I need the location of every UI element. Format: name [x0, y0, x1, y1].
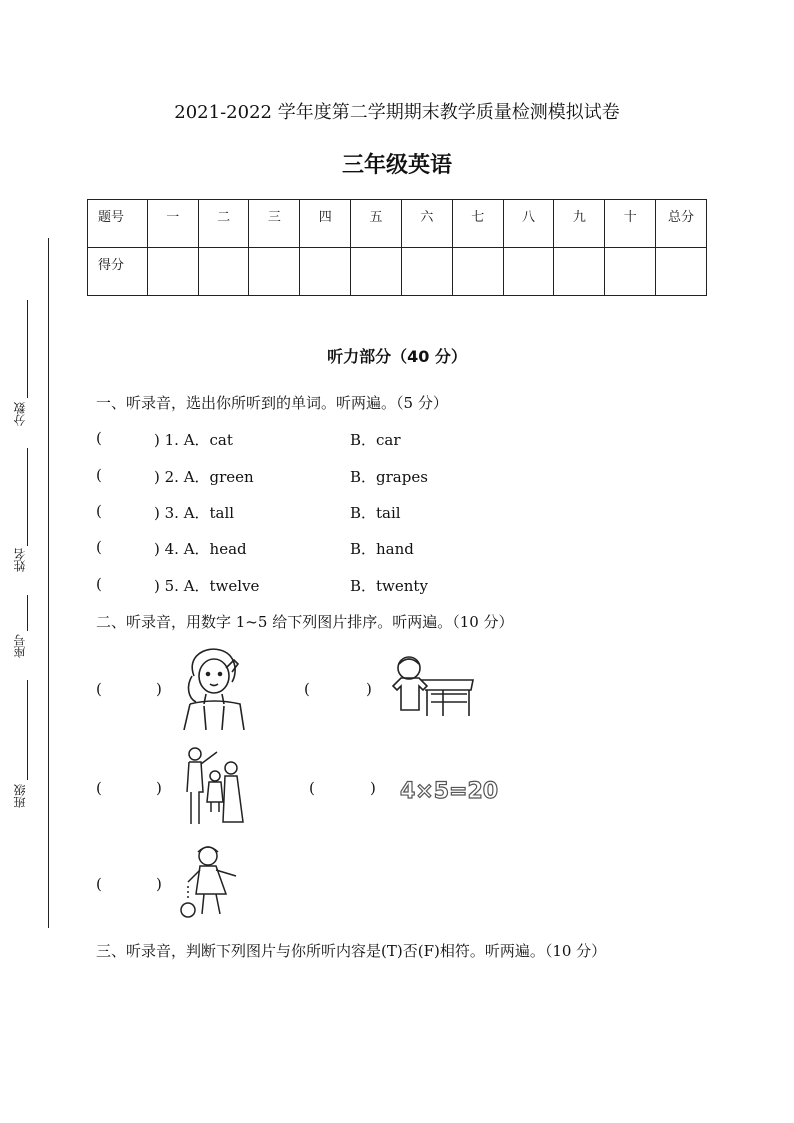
score-cell-header: 十	[605, 200, 656, 248]
exam-title: 2021-2022 学年度第二学期期末教学质量检测模拟试卷	[174, 102, 620, 123]
question-row	[96, 502, 696, 524]
question-text-a: ) 2. A．green	[154, 468, 254, 486]
score-row-label: 得分	[88, 248, 148, 296]
math-equation-picture	[398, 774, 498, 806]
option-b: B．grapes	[350, 468, 428, 486]
answer-paren-close: )	[366, 680, 372, 698]
score-cell-blank[interactable]	[656, 248, 707, 296]
score-cell-header: 二	[198, 200, 249, 248]
question-text-a: ) 4. A．head	[154, 540, 247, 558]
question-text-a: ) 5. A．twelve	[154, 577, 260, 595]
score-cell-blank[interactable]	[198, 248, 249, 296]
answer-paren-close: )	[156, 875, 162, 893]
score-cell-header: 八	[503, 200, 554, 248]
answer-paren-close: )	[370, 779, 376, 797]
score-table	[87, 199, 707, 296]
score-cell-header: 七	[452, 200, 503, 248]
answer-paren-close: )	[156, 779, 162, 797]
option-b: B．car	[350, 431, 401, 449]
question-row	[96, 575, 696, 597]
side-label-class: 班级	[13, 784, 27, 808]
score-cell-blank[interactable]	[300, 248, 351, 296]
answer-paren-open[interactable]: (	[96, 779, 102, 797]
family-picture	[181, 746, 245, 826]
score-cell-blank[interactable]	[554, 248, 605, 296]
question-row	[96, 429, 696, 451]
answer-paren-open[interactable]: (	[96, 875, 102, 893]
side-underline-name[interactable]	[27, 448, 28, 546]
option-b: B．hand	[350, 540, 414, 558]
side-label-seat: 座号	[13, 634, 27, 658]
score-cell-header: 六	[401, 200, 452, 248]
listening-section-title: 听力部分（40 分）	[327, 347, 467, 366]
option-b: B．tail	[350, 504, 401, 522]
answer-paren-open[interactable]: (	[96, 680, 102, 698]
score-cell-header: 四	[300, 200, 351, 248]
side-underline-class[interactable]	[27, 680, 28, 780]
score-table-header-row	[88, 200, 707, 248]
math-equation-text: 4×5=20	[400, 779, 498, 804]
option-b: B．twenty	[350, 577, 428, 595]
score-cell-blank[interactable]	[605, 248, 656, 296]
girl-with-ball-picture	[176, 842, 248, 922]
score-cell-header: 五	[351, 200, 402, 248]
score-cell-header: 题号	[88, 200, 148, 248]
score-cell-blank[interactable]	[452, 248, 503, 296]
score-cell-blank[interactable]	[147, 248, 198, 296]
part1-heading: 一、听录音，选出你所听到的单词。听两遍。（5 分）	[96, 394, 448, 412]
score-cell-blank[interactable]	[503, 248, 554, 296]
score-cell-header: 总分	[656, 200, 707, 248]
question-text-a: ) 1. A．cat	[154, 431, 233, 449]
exam-subtitle: 三年级英语	[341, 153, 452, 178]
answer-paren-open[interactable]: (	[309, 779, 315, 797]
boy-at-desk-picture	[383, 654, 475, 720]
answer-paren-open[interactable]: (	[96, 429, 102, 447]
score-cell-header: 一	[147, 200, 198, 248]
side-label-name: 姓名	[13, 548, 27, 572]
score-cell-header: 三	[249, 200, 300, 248]
part3-heading: 三、听录音，判断下列图片与你所听内容是(T)否(F)相符。听两遍。（10 分）	[96, 942, 607, 960]
question-row	[96, 466, 696, 488]
score-table-score-row	[88, 248, 707, 296]
binding-line	[48, 238, 49, 928]
score-cell-header: 九	[554, 200, 605, 248]
answer-paren-close: )	[156, 680, 162, 698]
side-underline-seat[interactable]	[27, 595, 28, 631]
question-row	[96, 538, 696, 560]
answer-paren-open[interactable]: (	[96, 575, 102, 593]
question-text-a: ) 3. A．tall	[154, 504, 235, 522]
part2-heading: 二、听录音，用数字 1~5 给下列图片排序。听两遍。（10 分）	[96, 613, 514, 631]
answer-paren-open[interactable]: (	[96, 538, 102, 556]
answer-paren-open[interactable]: (	[96, 466, 102, 484]
answer-paren-open[interactable]: (	[96, 502, 102, 520]
score-cell-blank[interactable]	[249, 248, 300, 296]
score-cell-blank[interactable]	[401, 248, 452, 296]
girl-touching-head-picture	[176, 646, 256, 730]
side-label-score: 分数	[13, 402, 27, 426]
answer-paren-open[interactable]: (	[304, 680, 310, 698]
score-cell-blank[interactable]	[351, 248, 402, 296]
